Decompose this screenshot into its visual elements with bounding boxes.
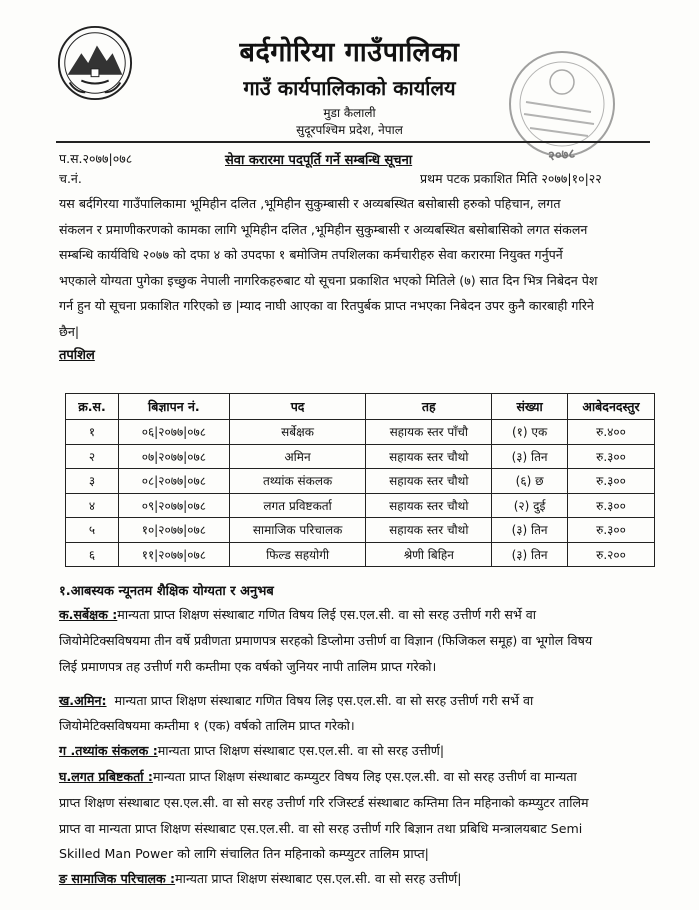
social-mobilizer-text: मान्यता प्राप्त शिक्षण संस्थाबाट एस.एल.सी. वा सो सरह उत्तीर्ण| xyxy=(175,871,462,886)
cell-level: सहायक स्तर चौथो xyxy=(366,469,492,494)
intro-line: भएकाले योग्यता पुगेका इच्छुक नेपाली नागरिकहरुबाट यो सूचना प्रकाशित भएको मितिले (७) सात दिन भित्र निबेदन पेश xyxy=(59,272,598,288)
cell-post: अमिन xyxy=(229,444,366,469)
cell-advert-no: ०९|२०७७|०७८ xyxy=(118,493,229,518)
cell-count: (१) एक xyxy=(492,420,568,445)
cell-fee: रु.३०० xyxy=(568,444,655,469)
cell-serial: २ xyxy=(66,444,119,469)
cell-advert-no: १०|२०७७|०७८ xyxy=(118,518,229,543)
social-mobilizer-label: ङ सामाजिक परिचालक : xyxy=(59,871,176,886)
table-row xyxy=(66,518,655,543)
table-header-row xyxy=(66,394,655,420)
municipality-title: बर्दगोरिया गाउँपालिका xyxy=(239,37,460,68)
cell-serial: ४ xyxy=(66,493,119,518)
cell-fee: रु.४०० xyxy=(568,420,655,445)
office-title: गाउँ कार्यपालिकाको कार्यालय xyxy=(243,76,456,100)
cell-advert-no: ०८|२०७७|०७८ xyxy=(118,469,229,494)
qualification-heading: १.आबस्यक न्यूनतम शैक्षिक योग्यता र अनुभब xyxy=(59,584,274,599)
cell-fee: रु.३०० xyxy=(568,518,655,543)
intro-paragraph xyxy=(59,191,649,344)
intro-line: यस बर्दगिरया गाउँपालिकामा भूमिहीन दलित ,भूमिहीन सुकुम्बासी र अव्यबस्थित बसोबासी हरुको पहिचान, लगत xyxy=(59,196,561,211)
intro-line: छैन| xyxy=(59,323,80,339)
cell-advert-no: ०७|२०७७|०७८ xyxy=(118,444,229,469)
col-count: संख्या xyxy=(492,394,568,420)
surveyor-label: क.सर्बेक्षक : xyxy=(59,607,118,622)
amin-line-2: जियोमेटिक्सविषयमा कम्तीमा १ (एक) वर्षको तालिम प्राप्त गरेको। xyxy=(59,718,355,733)
data-entry-label: घ.लगत प्रबिष्टकर्ता : xyxy=(59,769,153,784)
cell-count: (६) छ xyxy=(492,469,568,494)
cell-post: सामाजिक परिचालक xyxy=(229,518,366,543)
amin-line-1 xyxy=(59,692,533,709)
cell-post: फिल्ड सहयोगी xyxy=(229,542,366,567)
data-entry-text: मान्यता प्राप्त शिक्षण संस्थाबाट कम्प्युटर विषय लिइ एस.एल.सी. वा सो सरह उत्तीर्ण वा मान्यता xyxy=(152,769,577,784)
col-level: तह xyxy=(366,394,492,420)
cell-serial: ६ xyxy=(66,542,119,567)
cell-level: सहायक स्तर चौथो xyxy=(366,518,492,543)
cell-count: (३) तिन xyxy=(492,518,568,543)
cell-level: सहायक स्तर चौथो xyxy=(366,444,492,469)
surveyor-line-2: जियोमेटिक्सविषयमा तीन वर्षे प्रवीणता प्रमाणपत्र सरहको डिप्लोमा उत्तीर्ण वा विज्ञान (फिजिकल समूह) वा भूगोल विषय xyxy=(59,633,593,648)
amin-text: मान्यता प्राप्त शिक्षण संस्थाबाट गणित विषय लिइ एस.एल.सी. वा सो सरह उत्तीर्ण गरी सर्भे वा xyxy=(114,693,534,708)
schedule-heading: तपशिल xyxy=(59,348,95,363)
data-entry-line-2: प्राप्त शिक्षण संस्थाबाट एस.एल.सी. वा सो सरह उत्तीर्ण गरि रजिस्टर्ड संस्थाबाट कम्तिमा तिन महिनाको कम्प्युटर तालिम xyxy=(59,795,589,810)
district-line: मुडा कैलाली xyxy=(323,106,376,120)
cell-count: (३) तिन xyxy=(492,444,568,469)
table-row xyxy=(66,469,655,494)
dispatch-number: च.नं. xyxy=(59,171,82,186)
vacancy-table xyxy=(65,393,655,567)
cell-serial: ३ xyxy=(66,469,119,494)
surveyor-text: मान्यता प्राप्त शिक्षण संस्थाबाट गणित विषय लिई एस.एल.सी. वा सो सरह उत्तीर्ण गरी सर्भे वा xyxy=(117,607,537,622)
col-fee: आबेदनदस्तुर xyxy=(568,394,655,420)
social-mobilizer-line xyxy=(59,870,461,887)
cell-fee: रु.३०० xyxy=(568,469,655,494)
table-row xyxy=(66,420,655,445)
data-entry-line-4: Skilled Man Power को लागि संचालित तिन महिनाको कम्प्युटर तालिम प्राप्त| xyxy=(59,846,429,861)
cell-level: सहायक स्तर चौथो xyxy=(366,493,492,518)
cell-serial: ५ xyxy=(66,518,119,543)
data-collector-label: ग .तथ्यांक संकलक : xyxy=(59,743,158,758)
province-line: सुदूरपश्चिम प्रदेश, नेपाल xyxy=(296,123,403,137)
table-row xyxy=(66,444,655,469)
cell-level: सहायक स्तर पाँचौ xyxy=(366,420,492,445)
cell-post: तथ्यांक संकलक xyxy=(229,469,366,494)
table-row xyxy=(66,542,655,567)
cell-count: (२) दुई xyxy=(492,493,568,518)
surveyor-line-3: लिई प्रमाणपत्र तह उत्तीर्ण गरी कम्तीमा एक वर्षको जुनियर नापी तालिम प्राप्त गरेको। xyxy=(59,659,437,674)
data-collector-line xyxy=(59,742,444,759)
intro-line: सम्बन्धि कार्यविधि २०७७ को दफा ४ को उपदफा १ बमोजिम तपशिलका कर्मचारीहरु सेवा करारमा नियुक्त गर्नुपर्ने xyxy=(59,247,563,262)
col-advert-no: बिज्ञापन नं. xyxy=(118,394,229,420)
reference-number: प.स.२०७७|०७८ xyxy=(59,151,133,166)
published-date: प्रथम पटक प्रकाशित मिति २०७७|१०|२२ xyxy=(420,171,602,186)
cell-count: (३) तिन xyxy=(492,542,568,567)
amin-label: ख.अमिन: xyxy=(59,693,107,708)
table-row xyxy=(66,493,655,518)
cell-advert-no: ०६|२०७७|०७८ xyxy=(118,420,229,445)
cell-post: सर्बेक्षक xyxy=(229,420,366,445)
col-post: पद xyxy=(229,394,366,420)
col-serial: क्र.स. xyxy=(66,394,119,420)
cell-advert-no: ११|२०७७|०७८ xyxy=(118,542,229,567)
notice-subject: सेवा करारमा पदपूर्ति गर्ने सम्बन्धि सूचना xyxy=(225,153,413,168)
cell-fee: रु.२०० xyxy=(568,542,655,567)
cell-post: लगत प्रविष्टकर्ता xyxy=(229,493,366,518)
intro-line: गर्न हुन यो सूचना प्रकाशित गरिएको छ |म्याद नाघी आएका वा रितपुर्बक प्राप्त नभएका निबेदन उपर कुनै कारबाही गरिने xyxy=(59,298,594,313)
data-entry-line-3: प्राप्त वा मान्यता प्राप्त शिक्षण संस्थाबाट एस.एल.सी. वा सो सरह उत्तीर्ण गरि बिज्ञान तथा प्रबिधि मन्त्रालयबाट Semi xyxy=(59,821,583,836)
surveyor-line-1 xyxy=(59,606,536,623)
data-collector-text: मान्यता प्राप्त शिक्षण संस्थाबाट एस.एल.सी. वा सो सरह उत्तीर्ण| xyxy=(157,743,445,758)
intro-line: संकलन र प्रमाणीकरणको कामका लागि भूमिहीन दलित ,भूमिहीन सुकुम्बासी र अव्यबस्थित बसोबासिको लगत संकलन xyxy=(59,221,588,237)
header-divider xyxy=(56,141,650,143)
cell-serial: १ xyxy=(66,420,119,445)
data-entry-line-1 xyxy=(59,768,577,785)
cell-fee: रु.३०० xyxy=(568,493,655,518)
stamp-number: २०७८ xyxy=(547,146,576,165)
cell-level: श्रेणी बिहिन xyxy=(366,542,492,567)
